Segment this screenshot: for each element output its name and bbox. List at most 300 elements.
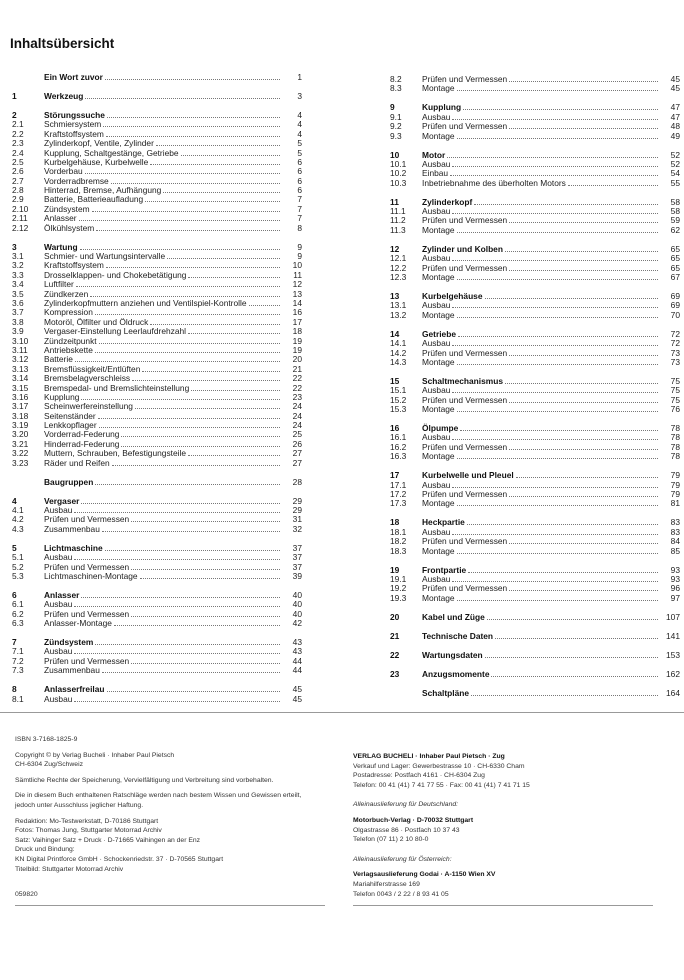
dot-leader <box>99 421 280 428</box>
section-title: Montage <box>422 498 455 509</box>
dot-leader <box>112 459 280 466</box>
page-number: 45 <box>292 684 302 695</box>
section-number: 16.2 <box>390 441 407 452</box>
page-number: 59 <box>670 215 680 226</box>
toc-chapter <box>12 73 302 82</box>
section-number: 3.18 <box>12 410 29 421</box>
page-number: 78 <box>670 441 680 452</box>
section-title: Ausbau <box>422 206 451 217</box>
dot-leader <box>509 349 658 356</box>
dot-leader <box>107 685 280 692</box>
germany-label: Alleinauslieferung für Deutschland: <box>353 801 459 809</box>
page-number: 31 <box>292 514 302 525</box>
section-title: Montage <box>422 130 455 141</box>
section-title: Ausbau <box>422 338 451 349</box>
section-number: 8.2 <box>390 74 402 84</box>
section-title: Prüfen und Vermessen <box>422 536 508 547</box>
section-number: 3.13 <box>12 363 29 374</box>
section-number: 3.10 <box>12 335 29 346</box>
section-title: Anlasserfreilau <box>44 684 105 695</box>
page-number: 49 <box>670 130 680 141</box>
section-title: Kurbelgehäuse, Kurbelwelle <box>44 156 149 167</box>
section-title: Prüfen und Vermessen <box>422 347 508 358</box>
section-number: 2.11 <box>12 213 28 224</box>
toc-entry <box>12 666 302 675</box>
page-number: 75 <box>670 394 680 405</box>
dot-leader <box>452 481 658 488</box>
section-number: 15.2 <box>390 394 407 405</box>
dot-leader <box>131 515 280 522</box>
section-title: Ölpumpe <box>422 423 459 434</box>
section-number: 3.12 <box>12 354 29 365</box>
page-number: 65 <box>670 253 680 264</box>
section-number: 20 <box>390 611 400 622</box>
section-number: 10.1 <box>390 158 407 169</box>
page-number: 5 <box>297 138 302 149</box>
dot-leader <box>568 179 658 186</box>
section-title: Räder und Reifen <box>44 457 110 468</box>
dot-leader <box>452 113 658 120</box>
page-number: 19 <box>292 344 302 355</box>
dot-leader <box>121 440 280 447</box>
page-number: 65 <box>670 262 680 273</box>
section-number: 12 <box>390 243 400 254</box>
dot-leader <box>457 452 658 459</box>
section-number: 7.3 <box>12 665 24 676</box>
dot-leader <box>467 518 658 525</box>
dot-leader <box>142 365 280 372</box>
section-title: Zylinderkopfmuttern anziehen und Ventilspiel-Kontrolle <box>44 297 247 308</box>
section-number: 4.2 <box>12 514 24 525</box>
section-number: 9.1 <box>390 111 402 122</box>
section-title: Anlasser <box>44 589 80 600</box>
section-title: Heckpartie <box>422 517 465 528</box>
page-number: 83 <box>670 517 680 528</box>
section-number: 17 <box>390 470 400 481</box>
section-title: Prüfen und Vermessen <box>44 655 130 666</box>
section-number: 12.3 <box>390 272 407 283</box>
section-title: Scheinwerfereinstellung <box>44 401 133 412</box>
toc-entry <box>390 594 680 603</box>
section-title: Prüfen und Vermessen <box>422 215 508 226</box>
page-number: 16 <box>292 307 302 318</box>
toc-entry <box>12 525 302 534</box>
section-number: 3.9 <box>12 326 24 337</box>
dot-leader <box>150 318 280 325</box>
dot-leader <box>81 393 280 400</box>
section-title: Kupplung, Schaltgestänge, Getriebe <box>44 147 179 158</box>
section-title: Vergaser-Einstellung Leerlaufdrehzahl <box>44 326 186 337</box>
section-number: 3.6 <box>12 297 24 308</box>
dot-leader <box>105 544 280 551</box>
section-title: Vergaser <box>44 495 80 506</box>
divider <box>15 905 325 906</box>
page-number: 79 <box>670 470 680 481</box>
section-number: 16.1 <box>390 432 407 443</box>
toc-chapter <box>390 670 680 679</box>
page-number: 8 <box>297 222 302 233</box>
dot-leader <box>509 75 658 82</box>
section-title: Ausbau <box>422 479 451 490</box>
section-title: Ausbau <box>44 693 73 704</box>
section-number: 3.2 <box>12 260 24 271</box>
dot-leader <box>167 252 280 259</box>
toc-entry <box>390 311 680 320</box>
section-title: Prüfen und Vermessen <box>44 608 130 619</box>
page-number: 93 <box>670 573 680 584</box>
page-number: 45 <box>292 693 302 704</box>
section-title: Muttern, Schrauben, Befestigungsteile <box>44 448 186 459</box>
page-number: 7 <box>297 194 302 205</box>
section-number: 7 <box>12 637 17 648</box>
section-number: 2.10 <box>12 203 29 214</box>
page-number: 52 <box>670 149 680 160</box>
copyright-place: CH-6304 Zug/Schweiz <box>15 761 83 769</box>
section-number: 22 <box>390 649 400 660</box>
section-number: 10.3 <box>390 177 407 188</box>
page-number: 164 <box>666 687 680 698</box>
section-number: 13 <box>390 291 400 301</box>
section-number: 19 <box>390 564 400 575</box>
page-number: 27 <box>292 457 302 468</box>
section-number: 3.8 <box>12 316 24 327</box>
section-number: 19.2 <box>390 583 407 594</box>
credit-line: Satz: Vaihinger Satz + Druck · D-71665 Vaihingen an der Enz <box>15 836 201 844</box>
section-title: Prüfen und Vermessen <box>422 121 508 132</box>
page-number: 24 <box>292 420 302 431</box>
section-number: 19.3 <box>390 592 407 603</box>
dot-leader <box>132 374 280 381</box>
section-title: Hinterrad, Bremse, Aufhängung <box>44 185 162 196</box>
publisher-line: Postadresse: Postfach 4161 · CH-6304 Zug <box>353 772 485 780</box>
dot-leader <box>81 591 280 598</box>
toc-entry <box>390 132 680 141</box>
page-number: 78 <box>670 451 680 462</box>
page-number: 54 <box>670 168 680 179</box>
section-title: Motor <box>422 149 446 160</box>
page-number: 44 <box>292 665 302 676</box>
section-number: 2.6 <box>12 166 24 177</box>
dot-leader <box>509 216 658 223</box>
page-number: 73 <box>670 347 680 358</box>
disclaimer: jedoch unter Ausschluss jeglicher Haftung. <box>15 801 144 809</box>
dot-leader <box>509 122 658 129</box>
austria-label: Alleinauslieferung für Österreich: <box>353 855 452 863</box>
page-number: 11 <box>293 269 302 280</box>
dot-leader <box>131 563 280 570</box>
section-number: 9.3 <box>390 130 402 141</box>
page-number: 55 <box>670 177 680 188</box>
dot-leader <box>145 195 280 202</box>
section-title: Prüfen und Vermessen <box>44 561 130 572</box>
page-number: 29 <box>292 495 302 506</box>
section-title: Anzugsmomente <box>422 668 490 679</box>
section-number: 2 <box>12 109 17 120</box>
toc-chapter <box>12 478 302 487</box>
page-number: 24 <box>292 410 302 421</box>
page-number: 73 <box>670 356 680 367</box>
page-number: 32 <box>292 523 302 534</box>
page-number: 9 <box>297 241 302 252</box>
section-title: Motoröl, Ölfilter und Öldruck <box>44 316 149 327</box>
dot-leader <box>85 167 280 174</box>
dot-leader <box>485 292 658 299</box>
dot-leader <box>495 632 658 639</box>
imprint-block <box>15 735 301 900</box>
dot-leader <box>107 111 280 118</box>
section-number: 5.1 <box>12 552 24 563</box>
section-number: 2.3 <box>12 138 24 149</box>
page-number: 75 <box>670 385 680 396</box>
dot-leader <box>452 254 658 261</box>
dot-leader <box>102 666 280 673</box>
section-title: Ausbau <box>422 158 451 169</box>
section-title: Montage <box>422 404 455 415</box>
divider <box>353 905 653 906</box>
section-title: Zündsystem <box>44 203 90 214</box>
section-number: 3.4 <box>12 279 24 290</box>
dot-leader <box>188 449 280 456</box>
page-number: 75 <box>670 375 680 386</box>
dot-leader <box>188 271 280 278</box>
page-number: 40 <box>292 589 302 600</box>
page-number: 79 <box>670 489 680 500</box>
page-number: 162 <box>666 668 680 679</box>
section-title: Drosselklappen- und Chokebetätigung <box>44 269 187 280</box>
page-number: 78 <box>670 432 680 443</box>
section-number: 2.1 <box>12 119 24 130</box>
page-number: 78 <box>670 423 680 434</box>
section-title: Inbetriebnahme des überholten Motors <box>422 177 566 188</box>
section-number: 3.23 <box>12 457 29 468</box>
dot-leader <box>140 572 280 579</box>
section-title: Ausbau <box>422 526 451 537</box>
dot-leader <box>80 243 280 250</box>
section-number: 3.7 <box>12 307 24 318</box>
section-title: Antriebskette <box>44 344 93 355</box>
section-number: 3.21 <box>12 438 29 449</box>
section-number: 4 <box>12 495 17 506</box>
section-number: 3.5 <box>12 288 24 299</box>
section-title: Montage <box>422 83 455 94</box>
section-title: Luftfilter <box>44 279 74 290</box>
section-number: 3.3 <box>12 269 24 280</box>
section-number: 18 <box>390 517 400 528</box>
dot-leader <box>505 377 658 384</box>
dot-leader <box>471 689 658 696</box>
section-number: 2.9 <box>12 194 24 205</box>
credit-line: Druck und Bindung: <box>15 846 75 854</box>
page-number: 42 <box>292 618 302 629</box>
section-number: 8.3 <box>390 83 402 94</box>
page-number: 1 <box>297 72 302 82</box>
germany-line: Telefon (07 11) 2 10 80-0 <box>353 836 429 844</box>
page-number: 19 <box>292 335 302 346</box>
dot-leader <box>452 207 658 214</box>
section-number: 14.1 <box>390 338 407 349</box>
section-number: 3.16 <box>12 391 29 402</box>
section-title: Seitenständer <box>44 410 96 421</box>
section-number: 3.20 <box>12 429 29 440</box>
section-number: 3.22 <box>12 448 29 459</box>
page-number: 39 <box>292 570 302 581</box>
section-number: 6.2 <box>12 608 24 619</box>
toc-entry <box>390 273 680 282</box>
credit-line: Titelbild: Stuttgarter Motorrad Archiv <box>15 865 124 873</box>
section-number: 14 <box>390 328 400 339</box>
page-number: 62 <box>670 224 680 235</box>
section-title: Getriebe <box>422 328 456 339</box>
dot-leader <box>188 327 280 334</box>
section-title: Ausbau <box>422 111 451 122</box>
page-number: 65 <box>670 243 680 254</box>
toc-entry <box>390 84 680 93</box>
dot-leader <box>463 103 658 110</box>
section-number: 2.4 <box>12 147 24 158</box>
page-number: 20 <box>292 354 302 365</box>
dot-leader <box>457 499 658 506</box>
section-number: 6.3 <box>12 618 24 629</box>
section-number: 9.2 <box>390 121 402 132</box>
dot-leader <box>150 158 280 165</box>
dot-leader <box>98 412 280 419</box>
page-number: 72 <box>670 338 680 349</box>
divider <box>0 712 684 713</box>
section-title: Montage <box>422 545 455 556</box>
dot-leader <box>452 575 658 582</box>
page-number: 84 <box>670 536 680 547</box>
page-number: 52 <box>670 158 680 169</box>
dot-leader <box>114 619 280 626</box>
section-number: 21 <box>390 630 400 641</box>
copyright: Copyright © by Verlag Bucheli · Inhaber Paul Pietsch <box>15 751 175 759</box>
section-title: Kurbelwelle und Pleuel <box>422 470 514 481</box>
page-number: 10 <box>292 260 302 271</box>
section-number: 5.2 <box>12 561 24 572</box>
dot-leader <box>74 695 280 702</box>
page-number: 40 <box>292 608 302 619</box>
section-number: 18.1 <box>390 526 407 537</box>
page-number: 44 <box>292 655 302 666</box>
page-title: Inhaltsübersicht <box>10 36 115 51</box>
toc-chapter <box>390 689 680 698</box>
page-number: 153 <box>666 649 680 660</box>
print-code: 059820 <box>15 891 38 899</box>
section-number: 17.1 <box>390 479 407 490</box>
section-number: 5 <box>12 542 17 553</box>
page-number: 37 <box>292 542 302 553</box>
dot-leader <box>74 553 280 560</box>
dot-leader <box>509 584 658 591</box>
section-number: 8 <box>12 684 17 695</box>
toc-entry <box>390 179 680 188</box>
dot-leader <box>181 149 280 156</box>
section-title: Prüfen und Vermessen <box>422 74 508 84</box>
section-title: Schaltmechanismus <box>422 375 503 386</box>
page-number: 69 <box>670 300 680 311</box>
dot-leader <box>95 308 280 315</box>
section-number: 3.17 <box>12 401 29 412</box>
section-title: Werkzeug <box>44 90 84 101</box>
section-number: 5.3 <box>12 570 24 581</box>
toc-entry <box>390 405 680 414</box>
section-number: 6 <box>12 589 17 600</box>
dot-leader <box>505 245 658 252</box>
section-number: 15.1 <box>390 385 407 396</box>
section-title: Prüfen und Vermessen <box>422 441 508 452</box>
toc-entry <box>390 226 680 235</box>
dot-leader <box>487 613 658 620</box>
dot-leader <box>85 92 280 99</box>
section-number: 6.1 <box>12 599 24 610</box>
page-number: 40 <box>292 599 302 610</box>
dot-leader <box>457 132 658 139</box>
section-title: Ausbau <box>422 573 451 584</box>
section-number: 16.3 <box>390 451 407 462</box>
section-title: Bremsflüssigkeit/Entlüften <box>44 363 141 374</box>
page-number: 4 <box>297 119 302 130</box>
dot-leader <box>457 594 658 601</box>
dot-leader <box>452 301 658 308</box>
dot-leader <box>81 497 280 504</box>
section-title: Bremsbelagverschleiss <box>44 373 131 384</box>
section-title: Kraftstoffsystem <box>44 128 104 139</box>
section-title: Zusammenbau <box>44 523 100 534</box>
section-title: Batterie, Batterieaufladung <box>44 194 144 205</box>
section-number: 3.14 <box>12 373 29 384</box>
section-title: Montage <box>422 272 455 283</box>
dot-leader <box>457 311 658 318</box>
section-number: 7.1 <box>12 646 24 657</box>
rights-notice: Sämtliche Rechte der Speicherung, Vervielfältigung und Verbreitung sind vorbehalten. <box>15 776 274 784</box>
dot-leader <box>474 198 658 205</box>
section-title: Schmier- und Wartungsintervalle <box>44 251 166 262</box>
page-number: 25 <box>292 429 302 440</box>
page-number: 3 <box>297 90 302 101</box>
section-title: Wartungsdaten <box>422 649 483 660</box>
page-number: 23 <box>292 391 302 402</box>
section-number: 2.12 <box>12 222 29 233</box>
page-number: 58 <box>670 206 680 217</box>
section-number: 7.2 <box>12 655 24 666</box>
section-title: Einbau <box>422 168 449 179</box>
section-title: Zündsystem <box>44 637 94 648</box>
section-number: 10 <box>390 149 400 160</box>
section-number: 3.19 <box>12 420 29 431</box>
section-title: Bremspedal- und Bremslichteinstellung <box>44 382 190 393</box>
section-title: Zylinderkopf, Ventile, Zylinder <box>44 138 154 149</box>
section-title: Prüfen und Vermessen <box>44 514 130 525</box>
section-number: 8.1 <box>12 693 24 704</box>
page-number: 81 <box>670 498 680 509</box>
section-title: Ausbau <box>44 646 73 657</box>
publisher-name: VERLAG BUCHELI · Inhaber Paul Pietsch · Zug <box>353 753 505 760</box>
dot-leader <box>509 264 658 271</box>
page-number: 141 <box>666 630 680 641</box>
section-title: Kabel und Züge <box>422 611 485 622</box>
dot-leader <box>457 358 658 365</box>
austria-line: Mariahilferstrasse 169 <box>353 880 420 888</box>
page-number: 28 <box>292 476 302 487</box>
dot-leader <box>163 186 280 193</box>
dot-leader <box>74 647 280 654</box>
dot-leader <box>105 73 280 80</box>
page-number: 22 <box>292 373 302 384</box>
dot-leader <box>75 355 280 362</box>
page-number: 27 <box>292 448 302 459</box>
toc-chapter <box>390 613 680 622</box>
section-number: 18.3 <box>390 545 407 556</box>
